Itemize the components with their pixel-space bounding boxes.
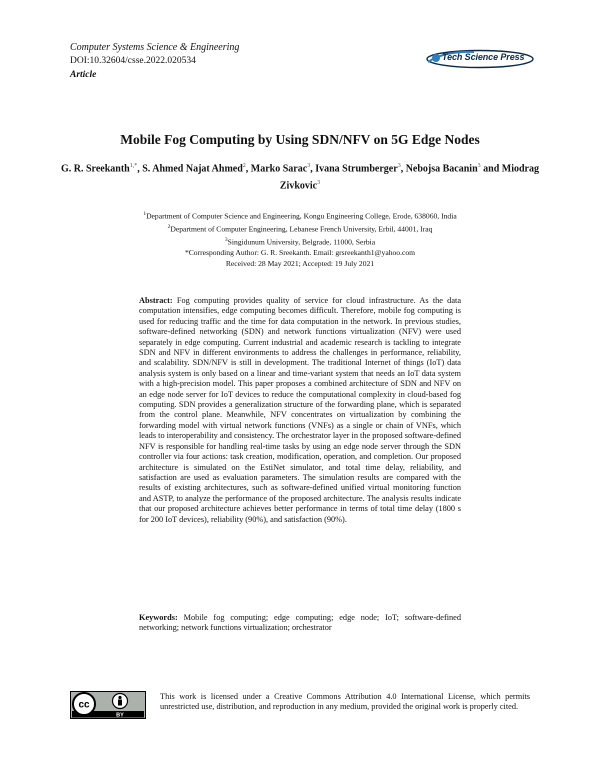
received-accepted-dates: Received: 28 May 2021; Accepted: 19 July 2021	[225, 258, 375, 268]
paper-title: Mobile Fog Computing by Using SDN/NFV on 5G Edge Nodes	[120, 132, 480, 147]
affiliation-3: $^3$Singidunum University, Belgrade, 11000, Serbia	[224, 237, 376, 247]
author-affiliation-mark[interactable]: 3	[397, 163, 401, 169]
author-list	[60, 159, 540, 194]
affiliation-1: $^1$Department of Computer Science and Engineering, Kongu Engineering College, Erode, 638060, India	[143, 211, 457, 221]
author-name: G. R. Sreekanth	[61, 163, 130, 175]
author-name: Ivana Strumberger	[315, 163, 398, 175]
author-affiliation-mark[interactable]: 2	[242, 163, 246, 169]
article-type: Article	[70, 70, 97, 80]
abstract-text: Fog computing provides quality of service for cloud infrastructure. As the data computation intensifies, edge computing becomes difficult. Therefore, mobile fog computing is used for reducing traffic and the time for data computation in the network. In previous studies, software-defined networking (SDN) and network functions virtualization (NFV) were used separately in edge computing. Current industrial and academic research is tackling to integrate SDN and NFV in different environments to address the challenges in performance, reliability, and scalability. SDN/NFV is still in development. The traditional Internet of things (IoT) data analysis system is only based on a linear and time-variant system that needs an IoT data system with a high-precision model. This paper proposes a combined architecture of SDN and NFV on an edge node server for IoT devices to reduce the computational complexity in cloud-based fog computing. SDN provides a generalization structure of the forwarding plane, which is separated from the control plane. Meanwhile, NFV concentrates on virtualization by combining the forwarding model with virtual network functions (VNFs) as a single or chain of VNFs, which leads to interoperability and consistency. The orchestrator layer in the proposed software-defined NFV is responsible for handling real-time tasks by using an edge node server through the SDN controller via four actions: task creation, modification, operation, and completion. Our proposed architecture is simulated on the EstiNet simulator, and total time delay, reliability, and satisfaction are used as evaluation parameters. The simulation results are compared with the results of existing architectures, such as software-defined unified virtual monitoring function and ASTP, to analyze the performance of the proposed architecture. The analysis results indicate that our proposed architecture achieves better performance in terms of total time delay (1800 s for 200 IoT devices), reliability (90%), and satisfaction (90%).	[139, 296, 462, 524]
cc-by-license-icon[interactable]	[70, 691, 146, 719]
abstract-label: Abstract:	[139, 296, 173, 305]
author-affiliation-mark[interactable]: 3	[307, 163, 311, 169]
author-separator: ,	[245, 163, 251, 175]
author-name: Marko Sarac	[250, 163, 308, 175]
by-logo-text: BY	[116, 712, 124, 719]
license-text: This work is licensed under a Creative Commons Attribution 4.0 International License, which permits unrestricted use, distribution, and reproduction in any medium, provided the original work is properly cited.	[160, 692, 530, 712]
keywords-label: Keywords:	[139, 613, 178, 622]
keywords-text: Mobile fog computing; edge computing; edge node; IoT; software-defined networking; network functions virtualization; orchestrator	[139, 613, 461, 633]
publisher-name: Tech Science Press	[442, 52, 525, 62]
abstract	[139, 296, 461, 525]
author-affiliation-mark[interactable]: 3	[477, 163, 481, 169]
publisher-logo	[424, 49, 534, 69]
author-separator: ,	[310, 163, 316, 175]
author-separator: ,	[137, 163, 143, 175]
doi[interactable]: DOI:10.32604/csse.2022.020534	[70, 56, 196, 66]
corresponding-author: *Corresponding Author: G. R. Sreekanth. Email: grsreekanth1@yahoo.com	[184, 248, 416, 258]
author-name: Nebojsa Bacanin	[405, 163, 478, 175]
keywords	[139, 613, 461, 634]
affiliations	[90, 209, 510, 269]
author-affiliation-mark[interactable]: 3	[317, 180, 321, 187]
author-name: S. Ahmed Najat Ahmed	[142, 163, 243, 175]
cc-logo-text: cc	[78, 699, 90, 711]
author-name: and Miodrag Zivkovic	[279, 163, 539, 192]
author-separator: ,	[400, 163, 406, 175]
author-affiliation-mark[interactable]: 1,*	[129, 163, 138, 169]
journal-name: Computer Systems Science & Engineering	[70, 42, 240, 53]
affiliation-2: $^2$Department of Computer Engineering, Lebanese French University, Erbil, 44001, Iraq	[167, 224, 433, 234]
